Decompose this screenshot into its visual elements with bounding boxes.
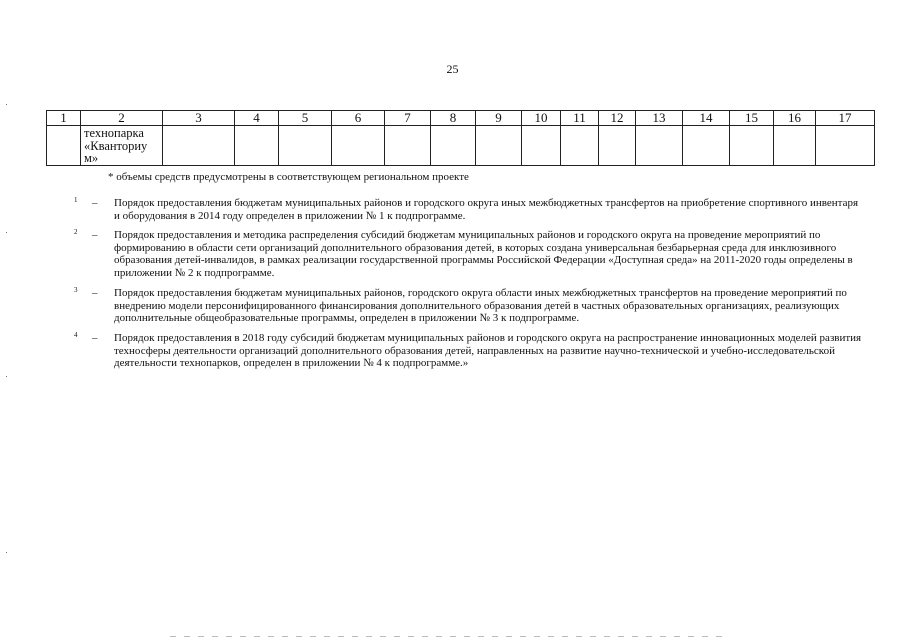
footnote-3 [74,287,864,325]
table-row [47,126,875,166]
table-header-cell: 9 [476,111,522,126]
scan-margin-mark [6,104,7,105]
table-cell [47,126,81,166]
table-header-cell: 16 [774,111,816,126]
scan-margin-mark [6,552,7,553]
table-cell [163,126,235,166]
table-header-cell: 3 [163,111,235,126]
table-cell [476,126,522,166]
page-number: 25 [446,62,459,76]
footnote-dash: – [92,332,98,344]
technopark-name: технопарка «Кванториу м» [84,126,148,165]
table-cell [332,126,385,166]
table-cell [235,126,279,166]
footnote-dash: – [92,197,98,209]
table-cell [522,126,561,166]
table-header-cell: 10 [522,111,561,126]
footnote-text: Порядок предоставления бюджетам муниципальных районов и городского округа иных межбюджетных трансфертов на приобретение спортивного инвентаря и оборудования в 2014 году определен в приложении № 1 к подпрограмме. [114,197,859,222]
table-header-cell: 17 [816,111,875,126]
table-header-cell: 15 [730,111,774,126]
footnote-dash: – [92,287,98,299]
footnote-text: Порядок предоставления бюджетам муниципальных районов, городского округа области иных межбюджетных трансфертов на проведение мероприятий по внедрению модели персонифицированного финансирования дополнительного образования детей в частных образовательных организациях, реализующих дополнительные общеобразовательные программы, определен в приложении № 3 к подпрограмме. [114,287,847,325]
table-cell [683,126,730,166]
footnote-number: 3 [74,286,78,294]
footnote-text: Порядок предоставления и методика распределения субсидий бюджетам муниципальных районов и городского округа на проведение мероприятий по формированию в области сети организаций дополнительного образования детей, в которых создана универсальная безбарьерная среда для инклюзивного образования детей-инвалидов, в рамках реализации государственной программы Российской Федерации «Доступная среда» на 2011-2020 годы определены в приложении № 2 к подпрограмме. [114,229,853,279]
table-cell [279,126,332,166]
budget-table [46,110,875,166]
footnote-number: 4 [74,331,78,339]
table-cell [730,126,774,166]
footnote-number: 2 [74,228,78,236]
table-cell [636,126,683,166]
table-cell [599,126,636,166]
table-header-cell: 14 [683,111,730,126]
scan-noise-line [170,636,730,637]
table-header-cell: 7 [385,111,431,126]
table-header-cell: 5 [279,111,332,126]
footnote-text: Порядок предоставления в 2018 году субсидий бюджетам муниципальных районов и городского округа на распространение инновационных моделей развития техносферы деятельности организаций дополнительного образования детей, направленных на развитие научно-технической и учебно-исследовательской деятельности технопарков, определен в приложении № 4 к подпрограмме.» [114,332,862,370]
table-header-cell: 13 [636,111,683,126]
table-header-cell: 6 [332,111,385,126]
table-header-cell: 1 [47,111,81,126]
footnote-1 [74,197,864,222]
table-header-row [47,111,875,126]
table-header-cell: 11 [561,111,599,126]
table-cell [431,126,476,166]
asterisk-note: * объемы средств предусмотрены в соответствующем региональном проекте [108,171,469,183]
table-header-cell: 12 [599,111,636,126]
table-cell [385,126,431,166]
table-header-cell: 8 [431,111,476,126]
table-cell [81,126,163,166]
footnote-4 [74,332,864,370]
footnote-dash: – [92,229,98,241]
table-cell [816,126,875,166]
footnote-number: 1 [74,196,78,204]
scan-margin-mark [6,376,7,377]
footnote-2 [74,229,864,279]
table-cell [774,126,816,166]
table-cell [561,126,599,166]
table-header-cell: 4 [235,111,279,126]
scan-margin-mark [6,232,7,233]
table-header-cell: 2 [81,111,163,126]
